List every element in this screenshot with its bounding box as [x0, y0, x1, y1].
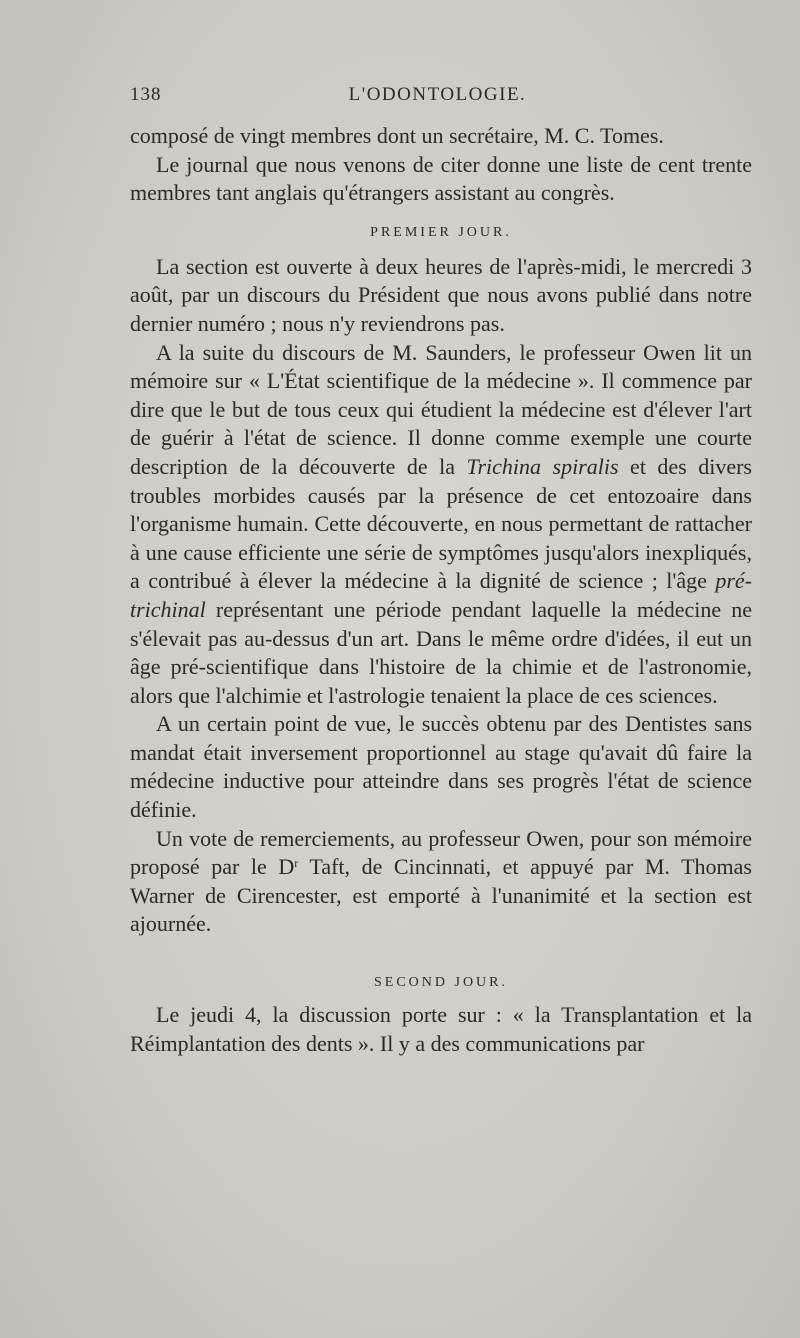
paragraph-vote [130, 825, 752, 939]
text-segment: Un vote de remerciements, au professeur Owen, pour son mémoire proposé par le D [130, 825, 752, 880]
section-heading-second-jour: SECOND JOUR. [373, 975, 508, 991]
superscript: r [294, 856, 299, 871]
page-header [130, 84, 745, 110]
italic-term-pre-trichinal: pré-trichinal [130, 568, 752, 622]
text-segment: représentant une période pendant laquelle la médecine ne s'élevait pas au-dessus d'un art. Dans le même ordre d'idées, il eut un âge pré-scientifique dans l'histoire de la chimie et de l'astronomie, alors que l'alchimie et l'astrologie tenaient la place de ces sciences. [130, 596, 752, 708]
section-heading-premier-jour: PREMIER JOUR. [370, 224, 512, 240]
text-segment: A la suite du discours de M. Saunders, le professeur Owen lit un mémoire sur « L'État scientifique de la médecine ». Il commence par dire que le but de tous ceux qui étudient la médecine est d'élever l'art de guérir à l'état de science. Il donne comme exemple une courte description de la découverte de la [130, 339, 752, 479]
italic-term-trichina: Trichina spiralis [466, 453, 619, 479]
page-number: 138 [130, 84, 162, 105]
body-text [130, 122, 752, 1058]
paragraph-section-ouverte: La section est ouverte à deux heures de l'après-midi, le mercredi 3 août, par un discours du Président que nous avons publié dans notre dernier numéro ; nous n'y reviendrons pas. [130, 253, 752, 336]
text-segment: Taft, de Cincinnati, et appuyé par M. Thomas Warner de Cirencester, est emporté à l'unanimité et la section est ajournée. [130, 854, 752, 937]
paragraph-owen [130, 339, 752, 711]
paragraph-jeudi: Le jeudi 4, la discussion porte sur : « la Transplantation et la Réimplantation des dents ». Il y a des communications par [130, 1002, 752, 1056]
text-segment: et des divers troubles morbides causés par la présence de cet entozoaire dans l'organisme humain. Cette découverte, en nous permettant de rattacher à une cause efficiente une série de symptômes jusqu'alors inexpliqués, a contribué à élever la médecine à la dignité de science ; l'âge [130, 453, 752, 594]
paragraph-dentistes: A un certain point de vue, le succès obtenu par des Dentistes sans mandat était inversement proportionnel au stage qu'avait dû faire la médecine inductive pour atteindre dans ses progrès l'état de science définie. [130, 711, 752, 823]
paragraph-continuation: composé de vingt membres dont un secrétaire, M. C. Tomes. [130, 123, 664, 148]
paragraph-journal: Le journal que nous venons de citer donne une liste de cent trente membres tant anglais qu'étrangers assistant au congrès. [130, 151, 752, 206]
running-title: L'ODONTOLOGIE. [348, 84, 527, 105]
